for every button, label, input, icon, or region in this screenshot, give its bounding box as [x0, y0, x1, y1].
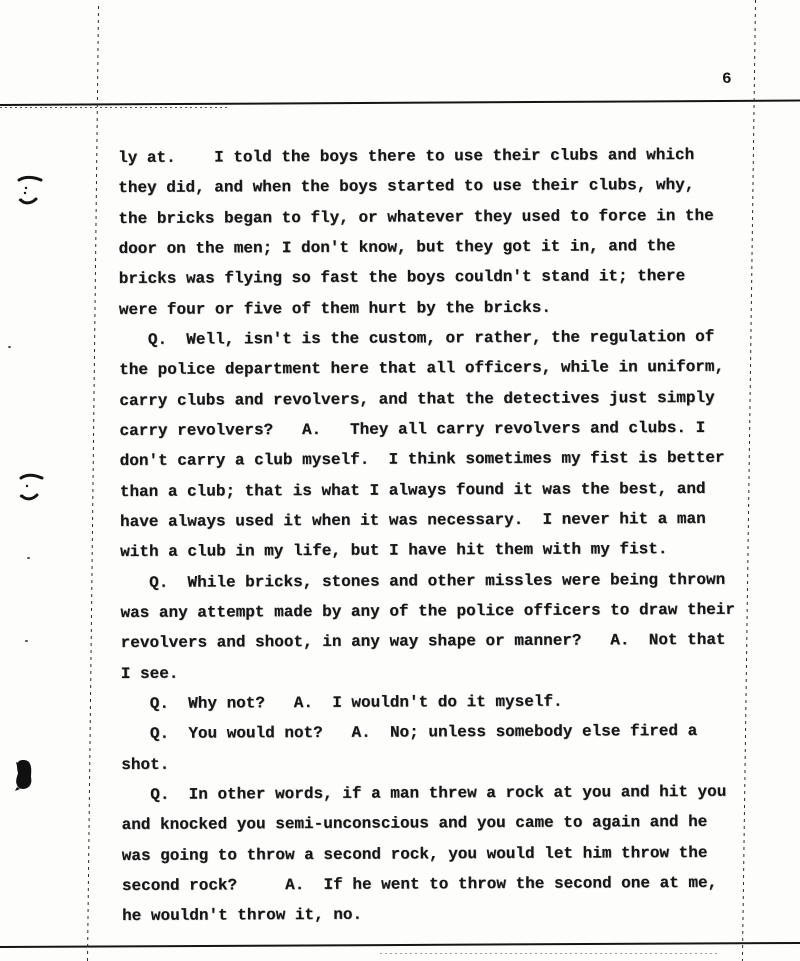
typed-line: the police department here that all officers, while in uniform, [119, 358, 725, 380]
typed-line: Q. Well, isn't is the custom, or rather, the regulation of [118, 327, 715, 349]
typed-line: have always used it when it was necessary. I never hit a man [119, 509, 706, 531]
typed-text [118, 140, 782, 932]
typed-line: ly at. I told the boys there to use their clubs and which [118, 145, 695, 167]
margin-smudge-1 [17, 173, 43, 207]
typed-line: Q. In other words, if a man threw a rock at you and hit you [121, 782, 727, 804]
typed-line: I see. [120, 664, 179, 683]
scan-speck [25, 640, 28, 642]
typed-line: was any attempt made by any of the police officers to draw their [120, 600, 735, 622]
typed-line: carry revolvers? A. They all carry revolvers and clubs. I [119, 418, 706, 440]
typed-line: door on the men; I don't know, but they got it in, and the [118, 237, 676, 258]
typed-line: Q. You would not? A. No; unless somebody else fired a [121, 722, 698, 744]
typed-line: don't carry a club myself. I think sometimes my fist is better [119, 449, 725, 471]
typed-line: carry clubs and revolvers, and that the detectives just simply [119, 388, 715, 410]
top-rule-scan-dots [0, 107, 230, 108]
typed-line: Q. While bricks, stones and other missles were being thrown [120, 570, 726, 592]
left-margin-line [87, 6, 99, 961]
typed-line: they did, and when the boys started to use their clubs, why, [118, 176, 695, 198]
typed-line: was going to throw a second rock, you would let him throw the [121, 843, 708, 865]
typed-line: shot. [121, 755, 170, 774]
typed-line: revolvers and shoot, in any way shape or manner? A. Not that [120, 631, 726, 653]
typed-line: the bricks began to fly, or whatever they used to force in the [118, 206, 714, 228]
typed-line: were four or five of them hurt by the bricks. [118, 298, 551, 319]
bottom-rule [0, 942, 800, 948]
top-rule [0, 99, 800, 106]
ink-blot [12, 758, 36, 794]
typed-line: he wouldn't throw it, no. [122, 905, 363, 926]
bottom-rule-scan-dots [380, 953, 720, 954]
typed-line: with a club in my life, but I have hit them with my fist. [120, 540, 668, 562]
typed-line: second rock? A. If he went to throw the second one at me, [121, 873, 718, 895]
typed-line: bricks was flying so fast the boys couldn't stand it; there [118, 267, 686, 289]
margin-smudge-2 [19, 472, 45, 504]
typed-line: Q. Why not? A. I wouldn't do it myself. [120, 692, 563, 713]
typed-line: and knocked you semi-unconscious and you came to again and he [121, 813, 708, 835]
page-number: 6 [722, 70, 732, 88]
typed-line: than a club; that is what I always found it was the best, and [119, 479, 706, 501]
scan-speck [27, 557, 30, 559]
scan-speck [8, 346, 11, 348]
